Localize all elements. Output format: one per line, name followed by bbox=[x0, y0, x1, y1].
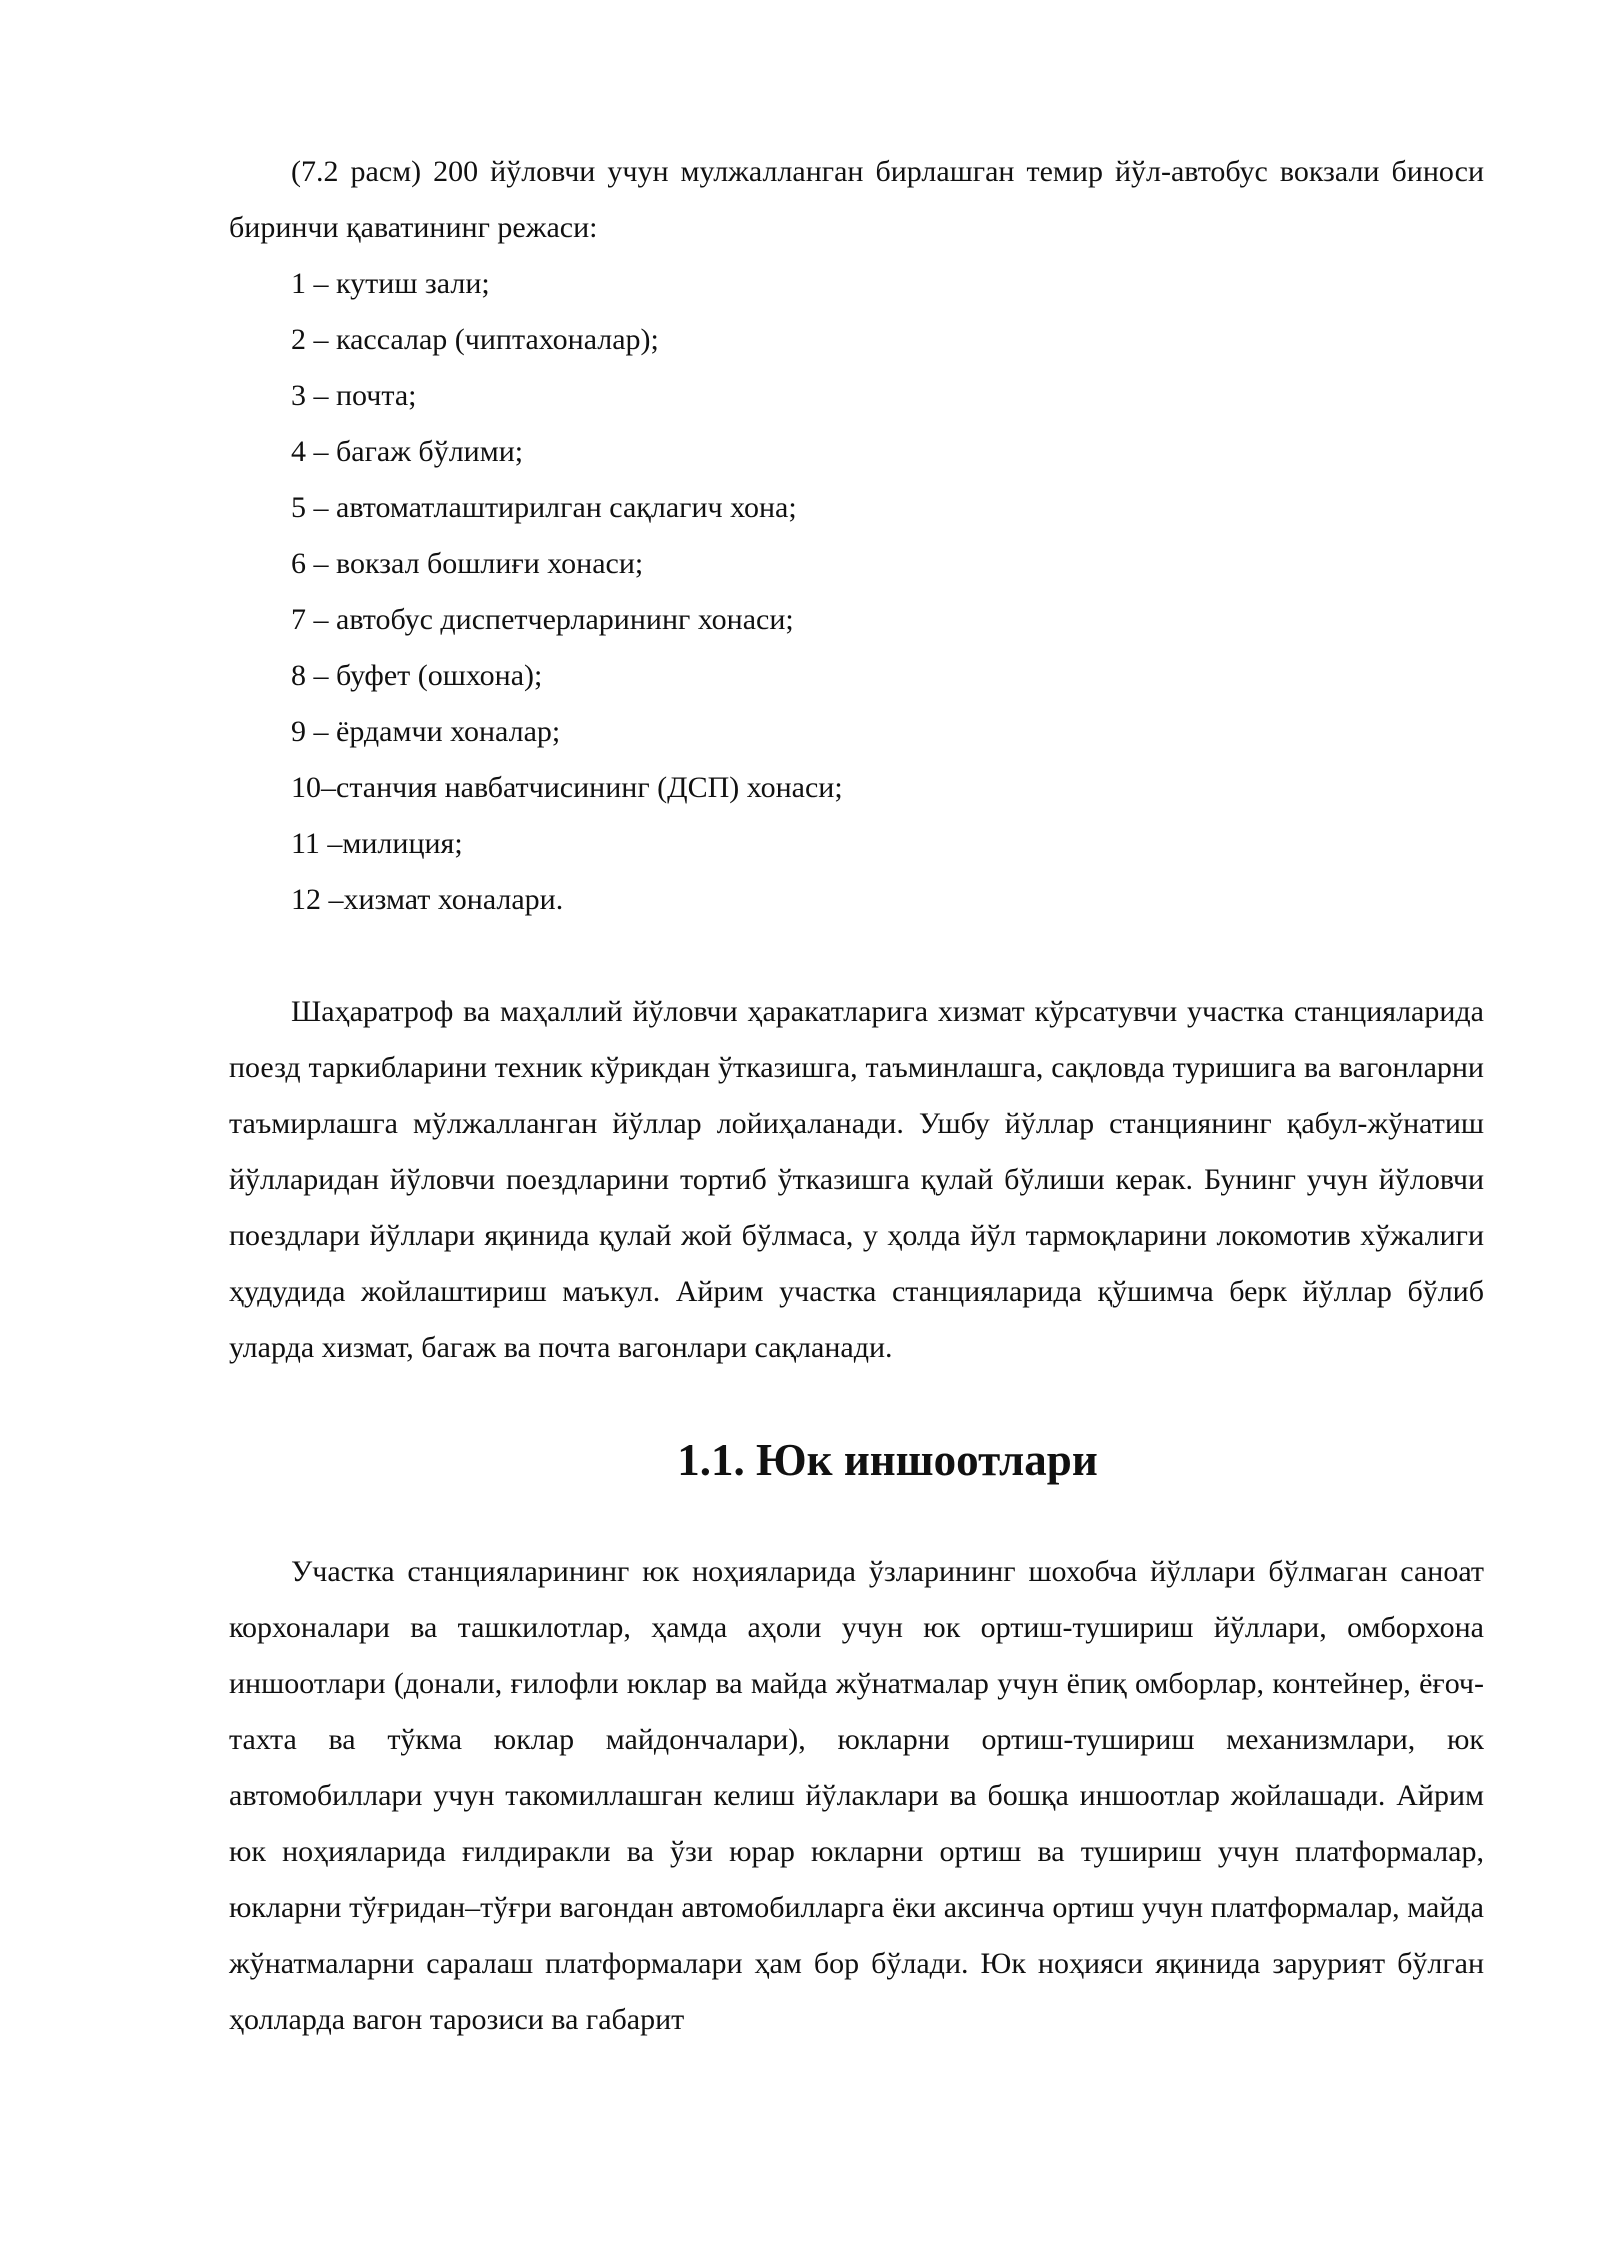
spacer bbox=[229, 928, 1484, 984]
legend-item: 4 – багаж бўлими; bbox=[291, 435, 524, 468]
legend-item: 9 – ёрдамчи хоналар; bbox=[291, 715, 561, 748]
legend-item: 3 – почта; bbox=[291, 379, 417, 412]
document-page bbox=[229, 144, 1484, 2048]
body-paragraph: Шаҳаратроф ва маҳаллий йўловчи ҳаракатларига хизмат кўрсатувчи участка станцияларида поезд таркибларини техник кўрикдан ўтказишга, таъминлашга, сақловда туришига ва вагонларни таъмирлашга мўлжалланган йўллар лойиҳаланади. Ушбу йўллар станциянинг қабул-жўнатиш йўлларидан йўловчи поездларини тортиб ўтказишга қулай бўлиши керак. Бунинг учун йўловчи поездлари йўллари яқинида қулай жой бўлмаса, у ҳолда йўл тармоқларини локомотив хўжалиги ҳудудида жойлаштириш маъкул. Айрим участка станцияларида қўшимча берк йўллар бўлиб уларда хизмат, багаж ва почта вагонлари сақланади. bbox=[229, 995, 1484, 1364]
figure-legend-list bbox=[229, 256, 1484, 928]
legend-item: 2 – кассалар (чиптахоналар); bbox=[291, 323, 659, 356]
legend-item: 6 – вокзал бошлиғи хонаси; bbox=[291, 547, 644, 580]
figure-caption-paragraph: (7.2 расм) 200 йўловчи учун мулжалланган бирлашган темир йўл-автобус вокзали биноси биринчи қаватининг режаси: bbox=[229, 155, 1484, 244]
legend-item: 11 –милиция; bbox=[291, 827, 463, 860]
spacer bbox=[229, 1376, 1484, 1432]
body-paragraph: Участка станцияларининг юк ноҳияларида ўзларининг шохобча йўллари бўлмаган саноат корхоналари ва ташкилотлар, ҳамда аҳоли учун юк ортиш-тушириш йўллари, омборхона иншоотлари (донали, ғилофли юклар ва майда жўнатмалар учун ёпиқ омборлар, контейнер, ёғоч- тахта ва тўкма юклар майдончалари), юкларни ортиш-тушириш механизмлари, юк автомобиллари учун такомиллашган келиш йўлаклари ва бошқа иншоотлар жойлашади. Айрим юк ноҳияларида ғилдиракли ва ўзи юрар юкларни ортиш ва тушириш учун платформалар, юкларни тўғридан–тўғри вагондан автомобилларга ёки аксинча ортиш учун платформалар, майда жўнатмаларни саралаш платформалари ҳам бор бўлади. Юк ноҳияси яқинида зарурият бўлган ҳолларда вагон тарозиси ва габарит bbox=[229, 1555, 1484, 2036]
legend-item: 10–станчия навбатчисининг (ДСП) хонаси; bbox=[291, 771, 843, 804]
legend-item: 12 –хизмат хоналари. bbox=[291, 883, 564, 916]
legend-item: 8 – буфет (ошхона); bbox=[291, 659, 543, 692]
spacer bbox=[229, 1488, 1484, 1544]
section-heading: 1.1. Юк иншоотлари bbox=[677, 1435, 1098, 1485]
legend-item: 5 – автоматлаштирилган сақлагич хона; bbox=[291, 491, 797, 524]
legend-item: 7 – автобус диспетчерларининг хонаси; bbox=[291, 603, 794, 636]
legend-item: 1 – кутиш зали; bbox=[291, 267, 490, 300]
